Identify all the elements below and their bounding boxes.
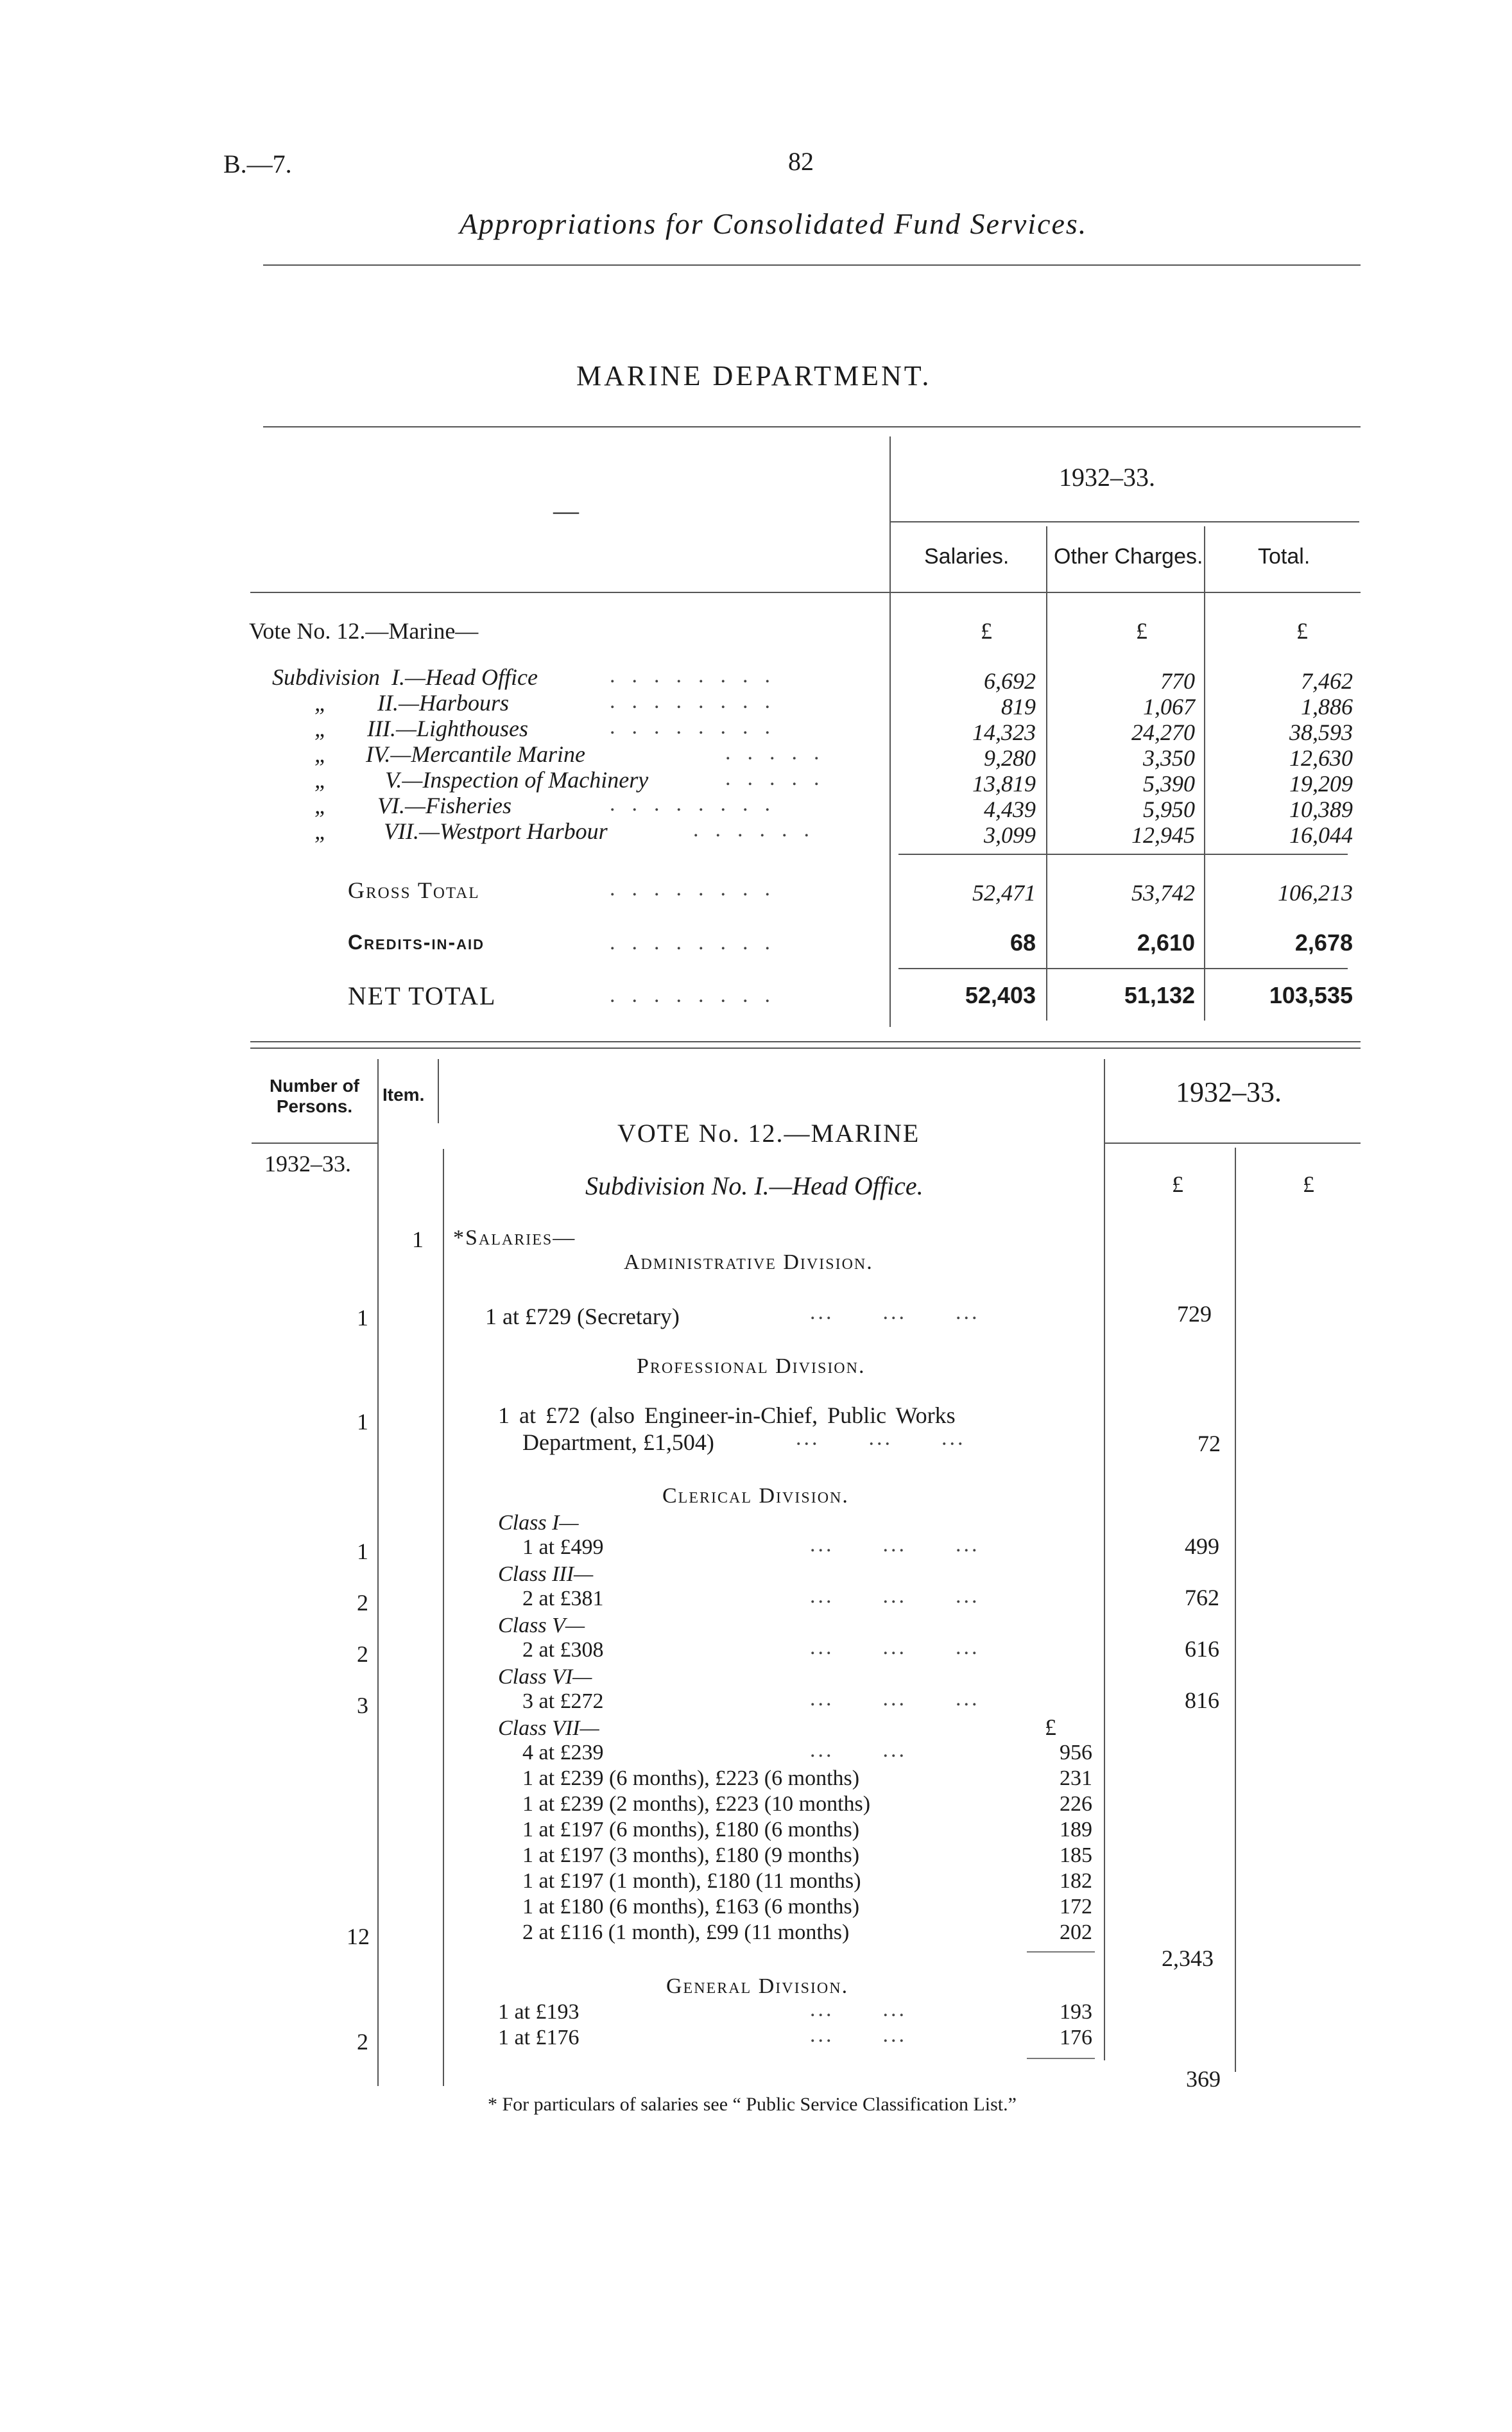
subdivision-label: II.—Harbours <box>377 690 510 716</box>
persons-count: 2 <box>357 1590 368 1616</box>
leader-dots: ... ... <box>810 1997 907 2021</box>
col-total: Total. <box>1258 544 1310 569</box>
salary-line: 1 at £72 (also Engineer-in-Chief, Public Works <box>498 1402 956 1428</box>
rule <box>263 426 1361 427</box>
rule <box>1046 526 1047 1021</box>
net-total-other: 51,132 <box>1124 982 1195 1008</box>
salary-line: 1 at £499 <box>522 1535 604 1559</box>
rule <box>250 1048 1361 1049</box>
rule <box>1105 1143 1361 1144</box>
class-label: Class III— <box>498 1562 594 1586</box>
subdivision-prefix: „ <box>314 690 328 716</box>
amount: 762 <box>1185 1585 1219 1610</box>
line-amount: 185 <box>1060 1843 1092 1867</box>
salary-line: 4 at £239 <box>522 1741 604 1764</box>
subdivision-prefix: „ <box>314 741 328 767</box>
line-amount: 226 <box>1060 1792 1092 1816</box>
leader-dots: ..... <box>725 766 836 790</box>
col-other-charges: Other Charges. <box>1054 544 1203 569</box>
salary-line-continued: Department, £1,504) <box>522 1429 714 1455</box>
other-charges-value: 12,945 <box>1131 822 1195 848</box>
other-charges-value: 5,950 <box>1143 797 1195 822</box>
col-item: Item. <box>382 1085 425 1105</box>
administrative-division-heading: Administrative Division. <box>624 1250 873 1274</box>
salaries-value: 3,099 <box>984 822 1036 848</box>
leader-dots: ........ <box>610 983 787 1007</box>
leader-dots: ........ <box>610 877 787 901</box>
leader-dots: ... ... ... <box>810 1300 980 1324</box>
amount: 72 <box>1198 1431 1221 1456</box>
leader-dots: ... ... <box>810 2023 907 2047</box>
subdivision-label: III.—Lighthouses <box>367 716 528 741</box>
subtotal: 369 <box>1186 2066 1221 2092</box>
leader-dots: ........ <box>610 715 787 739</box>
detail-year: 1932–33. <box>1176 1076 1282 1108</box>
subdivision-prefix: „ <box>314 818 328 844</box>
total-value: 19,209 <box>1289 771 1353 797</box>
rule <box>898 854 1348 855</box>
credits-in-aid-label: Credits-in-aid <box>348 931 485 954</box>
rule <box>443 1149 444 2086</box>
other-charges-value: 1,067 <box>1143 694 1195 720</box>
leader-dots: ...... <box>693 818 826 841</box>
currency-total: £ <box>1296 618 1308 644</box>
persons-count: 12 <box>347 1924 370 1949</box>
salary-line: 1 at £193 <box>498 2000 580 2024</box>
leader-dots: ........ <box>610 931 787 954</box>
subdivision-prefix: „ <box>314 716 328 741</box>
currency-salaries: £ <box>981 618 992 644</box>
salaries-value: 9,280 <box>984 745 1036 771</box>
total-value: 12,630 <box>1289 745 1353 771</box>
professional-division-heading: Professional Division. <box>637 1354 866 1378</box>
rule <box>1104 1059 1105 2060</box>
salaries-value: 6,692 <box>984 668 1036 694</box>
rule <box>889 436 891 1027</box>
total-value: 10,389 <box>1289 797 1353 822</box>
salary-line: 1 at £197 (6 months), £180 (6 months) <box>522 1818 860 1841</box>
rule <box>1027 1951 1095 1953</box>
subdivision-prefix: Subdivision <box>272 664 380 690</box>
line-amount: 193 <box>1060 2000 1092 2024</box>
line-amount: 202 <box>1060 1920 1092 1944</box>
item-number: 1 <box>412 1227 424 1252</box>
salary-line: 1 at £197 (3 months), £180 (9 months) <box>522 1843 860 1867</box>
subdivision-title: Subdivision No. I.—Head Office. <box>585 1171 924 1200</box>
department-title: MARINE DEPARTMENT. <box>576 360 932 392</box>
salary-line: 1 at £197 (1 month), £180 (11 months) <box>522 1869 861 1893</box>
other-charges-value: 5,390 <box>1143 771 1195 797</box>
persons-count: 1 <box>357 1305 368 1331</box>
rule <box>891 521 1359 522</box>
total-value: 7,462 <box>1301 668 1353 694</box>
line-amount: 172 <box>1060 1895 1092 1919</box>
persons-count: 1 <box>357 1409 368 1435</box>
general-division-heading: General Division. <box>666 1974 849 1998</box>
leader-dots: ........ <box>610 664 787 687</box>
salaries-value: 4,439 <box>984 797 1036 822</box>
currency-other: £ <box>1136 618 1147 644</box>
rule <box>1204 526 1205 1021</box>
salary-line: 2 at £116 (1 month), £99 (11 months) <box>522 1920 850 1944</box>
col-number-of-persons: Number of Persons. <box>270 1076 359 1116</box>
salary-line: 1 at £180 (6 months), £163 (6 months) <box>522 1895 860 1919</box>
other-charges-value: 3,350 <box>1143 745 1195 771</box>
class-label: Class V— <box>498 1614 585 1637</box>
net-total-salaries: 52,403 <box>965 982 1036 1008</box>
subdivision-label: IV.—Mercantile Marine <box>366 741 585 767</box>
amount: 729 <box>1177 1301 1212 1327</box>
other-charges-value: 24,270 <box>1131 720 1195 745</box>
amount: 816 <box>1185 1687 1219 1713</box>
footnote: * For particulars of salaries see “ Public Service Classification List.” <box>488 2094 1017 2115</box>
leader-dots: ..... <box>725 741 836 764</box>
salary-line: 1 at £239 (2 months), £223 (10 months) <box>522 1792 871 1816</box>
salary-line: 3 at £272 <box>522 1689 604 1713</box>
rule <box>1235 1148 1236 2072</box>
class-label: Class I— <box>498 1511 579 1535</box>
credits-in-aid-other: 2,610 <box>1137 929 1195 956</box>
document-reference: B.—7. <box>223 150 292 178</box>
leader-dots: ........ <box>610 792 787 816</box>
rule <box>250 592 1361 593</box>
gross-total-total: 106,213 <box>1278 880 1353 906</box>
subdivision-label: I.—Head Office <box>391 664 538 690</box>
total-value: 38,593 <box>1289 720 1353 745</box>
currency-col-2: £ <box>1303 1171 1314 1197</box>
amount: 499 <box>1185 1533 1219 1559</box>
class-label: Class VI— <box>498 1665 592 1689</box>
salary-line: 2 at £381 <box>522 1587 604 1610</box>
leader-dots: ... ... <box>810 1738 907 1762</box>
rule <box>250 1041 1361 1042</box>
persons-count: 2 <box>357 2029 368 2055</box>
line-amount: 182 <box>1060 1869 1092 1893</box>
gross-total-label: Gross Total <box>348 877 480 903</box>
credits-in-aid-salaries: 68 <box>1009 929 1036 956</box>
line-amount: 231 <box>1060 1766 1092 1790</box>
persons-year: 1932–33. <box>264 1151 351 1177</box>
subdivision-label: V.—Inspection of Machinery <box>385 767 649 793</box>
rule <box>252 1143 377 1144</box>
summary-year: 1932–33. <box>1059 463 1155 492</box>
net-total-total: 103,535 <box>1269 982 1353 1008</box>
net-total-label: NET TOTAL <box>348 981 497 1010</box>
salary-line: 1 at £176 <box>498 2026 580 2049</box>
leader-dots: ... ... ... <box>796 1426 966 1450</box>
other-charges-value: 770 <box>1160 668 1195 694</box>
persons-count: 1 <box>357 1539 368 1564</box>
stub-dash: — <box>553 496 579 525</box>
clerical-division-heading: Clerical Division. <box>662 1484 849 1508</box>
salaries-value: 13,819 <box>972 771 1036 797</box>
gross-total-salaries: 52,471 <box>972 880 1036 906</box>
credits-in-aid-total: 2,678 <box>1294 929 1353 956</box>
leader-dots: ........ <box>610 689 787 713</box>
salary-line: 1 at £729 (Secretary) <box>485 1304 680 1329</box>
amount: 616 <box>1185 1636 1219 1662</box>
leader-dots: ... ... ... <box>810 1533 980 1557</box>
vote-title: VOTE No. 12.—MARINE <box>617 1119 920 1148</box>
leader-dots: ... ... ... <box>810 1687 980 1711</box>
line-amount: 189 <box>1060 1818 1092 1841</box>
subdivision-label: VI.—Fisheries <box>377 793 511 818</box>
salary-line: 1 at £239 (6 months), £223 (6 months) <box>522 1766 860 1790</box>
class-vii-currency: £ <box>1045 1714 1056 1740</box>
rule <box>438 1059 439 1123</box>
line-amount: 956 <box>1060 1741 1092 1764</box>
rule <box>1027 2058 1095 2059</box>
subdivision-label: VII.—Westport Harbour <box>384 818 608 844</box>
salaries-heading: *Salaries— <box>453 1226 576 1250</box>
rule <box>898 968 1348 969</box>
leader-dots: ... ... ... <box>810 1635 980 1659</box>
line-amount: 176 <box>1060 2026 1092 2049</box>
salaries-value: 14,323 <box>972 720 1036 745</box>
page-number: 82 <box>788 147 814 176</box>
page-subtitle: Appropriations for Consolidated Fund Services. <box>460 207 1088 240</box>
leader-dots: ... ... ... <box>810 1584 980 1608</box>
salaries-value: 819 <box>1001 694 1036 720</box>
vote-label: Vote No. 12.—Marine— <box>249 618 479 644</box>
total-value: 16,044 <box>1289 822 1353 848</box>
subtotal: 2,343 <box>1162 1945 1214 1971</box>
currency-col-1: £ <box>1172 1171 1183 1197</box>
gross-total-other: 53,742 <box>1131 880 1195 906</box>
persons-count: 2 <box>357 1641 368 1667</box>
subdivision-prefix: „ <box>314 793 328 818</box>
class-label: Class VII— <box>498 1716 599 1740</box>
total-value: 1,886 <box>1301 694 1353 720</box>
subdivision-prefix: „ <box>314 767 328 793</box>
col-salaries: Salaries. <box>924 544 1009 569</box>
rule <box>263 264 1361 266</box>
persons-count: 3 <box>357 1693 368 1718</box>
rule <box>377 1059 379 2086</box>
salary-line: 2 at £308 <box>522 1638 604 1662</box>
